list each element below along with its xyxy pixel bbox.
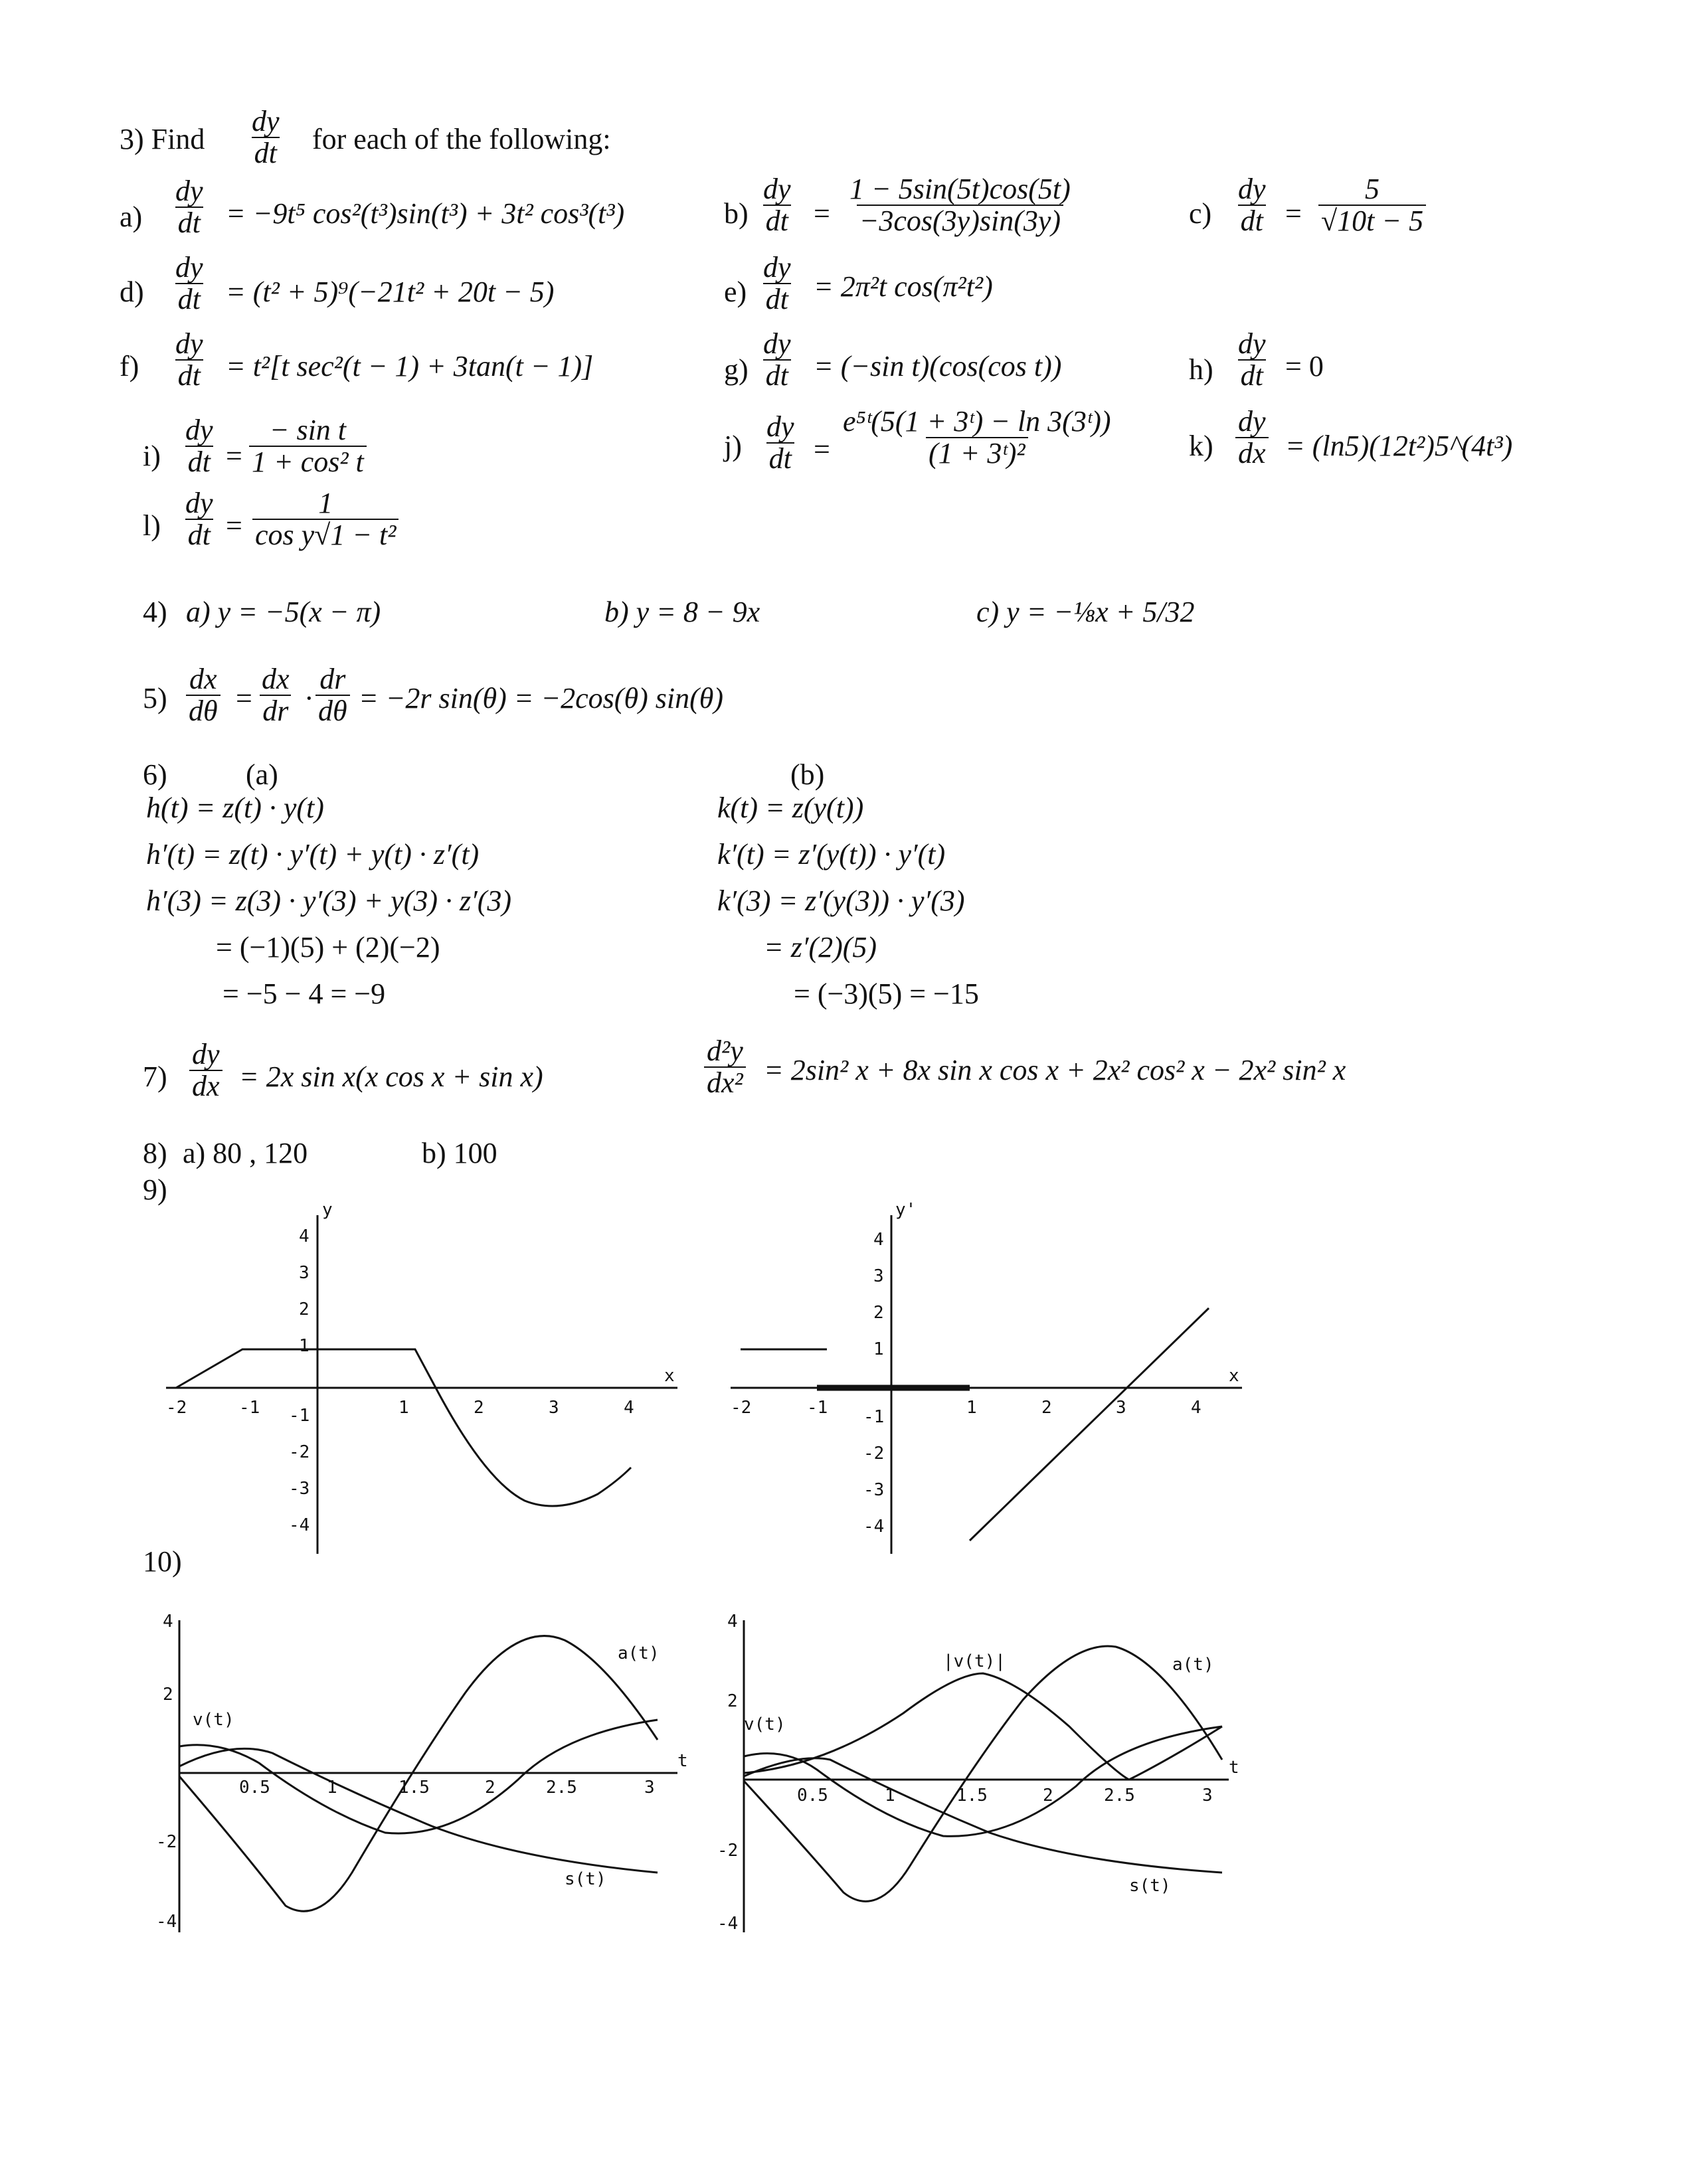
- q9-left-xtick-m1: -1: [239, 1398, 260, 1418]
- q10-left-ytick-m4: -4: [156, 1912, 177, 1932]
- q5-frac1-den: dθ: [186, 695, 221, 726]
- q9-left-ytick-m3: -3: [289, 1479, 310, 1499]
- q9-right-xtick-1: 1: [966, 1398, 977, 1418]
- q10-right-absv-label: |v(t)|: [943, 1651, 1006, 1671]
- q3d-lhs-den: dt: [175, 283, 203, 315]
- q10-left-xtick-3: 3: [644, 1778, 655, 1798]
- q3i-label: i): [143, 440, 161, 472]
- q3c-den: √10t − 5: [1318, 205, 1426, 236]
- q10-left-v-curve: [179, 1720, 658, 1833]
- q7-lhs2-num: d²y: [707, 1035, 743, 1067]
- q9-label: 9): [143, 1173, 167, 1206]
- q7-rhs2: = 2sin² x + 8x sin x cos x + 2x² cos² x − 2x² sin² x: [764, 1054, 1346, 1086]
- q10-right-v-label: v(t): [744, 1715, 786, 1734]
- q3i-den: 1 + cos² t: [249, 446, 367, 477]
- q3l-lhs: [183, 488, 216, 550]
- q10-left-ytick-2: 2: [163, 1685, 173, 1705]
- q5-eq: =: [236, 682, 252, 714]
- q10-left-tlabel: t: [677, 1751, 688, 1771]
- q10-right-s-curve: [744, 1758, 1222, 1873]
- q3b-label: b): [724, 197, 749, 230]
- q5-frac2-den: dr: [260, 695, 291, 726]
- q10-left-xtick-05: 0.5: [239, 1778, 270, 1798]
- q6b-line-2: k′(t) = z′(y(t)) · y′(t): [717, 838, 946, 871]
- q3h-lhs-den: dt: [1238, 359, 1266, 391]
- q9-right-ytick-1: 1: [873, 1339, 884, 1359]
- q3g-rhs: = (−sin t)(cos(cos t)): [814, 350, 1062, 382]
- q10-left-s-label: s(t): [565, 1869, 606, 1889]
- q5-frac3: [315, 664, 350, 726]
- q3-label: 3) Find: [120, 123, 205, 155]
- q7-lhs-den: dx: [189, 1070, 222, 1102]
- q9-right-ytick-m2: -2: [863, 1444, 885, 1464]
- q10-left-graph: [153, 1607, 697, 1939]
- q6b-line-4: = z′(2)(5): [764, 931, 877, 964]
- q3g-lhs-num: dy: [763, 327, 791, 360]
- q10-left-v-label: v(t): [193, 1710, 234, 1730]
- q10-right-ytick-m4: -4: [717, 1914, 739, 1934]
- q3j-den: (1 + 3ᵗ)²: [926, 437, 1028, 469]
- q6a-line-3: h′(3) = z(3) · y′(3) + y(3) · z′(3): [146, 884, 512, 917]
- q9-right-ytick-m3: -3: [863, 1480, 885, 1500]
- q3d-lhs: [173, 252, 206, 315]
- q9-left-ytick-4: 4: [299, 1226, 310, 1246]
- q3g-lhs: [760, 329, 794, 391]
- q10-left-ytick-4: 4: [163, 1612, 173, 1632]
- q3e-lhs-den: dt: [763, 283, 791, 315]
- q3h-lhs-num: dy: [1238, 327, 1266, 360]
- q8a: a) 80 , 120: [183, 1137, 308, 1169]
- q3j-lhs-num: dy: [766, 410, 794, 443]
- q5-dot: ·: [304, 682, 314, 714]
- q3c-rhs: [1318, 174, 1426, 236]
- q8-label: 8): [143, 1137, 167, 1169]
- q10-right-xtick-2: 2: [1043, 1786, 1053, 1806]
- q9-right-xtick-2: 2: [1041, 1398, 1052, 1418]
- q6-label: 6): [143, 758, 167, 791]
- q6b-line-3: k′(3) = z′(y(3)) · y′(3): [717, 884, 965, 917]
- q3b-rhs: [847, 174, 1073, 236]
- q3a-lhs-den: dt: [175, 207, 203, 238]
- q4a: a) y = −5(x − π): [186, 596, 381, 628]
- q3j-label: j): [724, 430, 742, 462]
- q3f-lhs-den: dt: [175, 359, 203, 391]
- q3a-label: a): [120, 201, 143, 233]
- q3l-num: 1: [318, 487, 333, 519]
- q6a-head: (a): [246, 758, 278, 791]
- q9-right-ytick-m1: -1: [863, 1407, 885, 1427]
- q3g-lhs-den: dt: [763, 359, 791, 391]
- q3d-rhs: = (t² + 5)⁹(−21t² + 20t − 5): [226, 276, 555, 308]
- q5-frac3-num: dr: [319, 663, 346, 695]
- q9-left-ytick-m1: -1: [289, 1406, 310, 1426]
- q6a-line-5: = −5 − 4 = −9: [222, 977, 386, 1010]
- q5-frac3-den: dθ: [315, 695, 350, 726]
- q5-frac2: [259, 664, 292, 726]
- q3j-lhs-den: dt: [766, 442, 794, 474]
- q3l-label: l): [143, 509, 161, 542]
- q3l-rhs: [252, 488, 399, 550]
- q10-right-tlabel: t: [1229, 1758, 1239, 1778]
- q10-left-ytick-m2: -2: [156, 1832, 177, 1852]
- q9-right-xlabel: x: [1229, 1366, 1239, 1386]
- q3c-num: 5: [1365, 173, 1380, 205]
- q3i-eq: =: [226, 440, 242, 472]
- q10-right-xtick-25: 2.5: [1104, 1786, 1135, 1806]
- q5-frac1: [186, 664, 221, 726]
- q7-lhs-num: dy: [192, 1038, 220, 1070]
- q3f-lhs-num: dy: [175, 327, 203, 360]
- q3f-rhs: = t²[t sec²(t − 1) + 3tan(t − 1)]: [226, 350, 594, 382]
- q3c-eq: =: [1285, 197, 1302, 230]
- q3i-num: − sin t: [269, 414, 347, 446]
- q9-left-xtick-4: 4: [624, 1398, 634, 1418]
- q7-lhs2-den: dx²: [704, 1066, 746, 1098]
- q3c-lhs: [1235, 174, 1269, 236]
- q4c: c) y = −⅛x + 5/32: [976, 596, 1195, 628]
- q9-left-ylabel: y: [322, 1200, 333, 1220]
- q10-right-absv-curve: [744, 1673, 1222, 1780]
- q10-right-ytick-m2: -2: [717, 1841, 739, 1861]
- q3j-eq: =: [814, 433, 830, 465]
- q3f-label: f): [120, 350, 139, 382]
- q3i-lhs-num: dy: [185, 414, 213, 446]
- q3d-lhs-num: dy: [175, 251, 203, 284]
- q3k-lhs-num: dy: [1238, 405, 1266, 438]
- q9-left-ytick-m2: -2: [289, 1442, 310, 1462]
- q9-right-xtick-3: 3: [1116, 1398, 1126, 1418]
- q4b: b) y = 8 − 9x: [604, 596, 760, 628]
- q3l-eq: =: [226, 509, 242, 542]
- q3i-rhs: [249, 415, 367, 477]
- q3b-eq: =: [814, 197, 830, 230]
- q10-left-xtick-2: 2: [485, 1778, 495, 1798]
- q3i-lhs-den: dt: [185, 446, 213, 477]
- q3f-lhs: [173, 329, 206, 391]
- q3j-num: e⁵ᵗ(5(1 + 3ᵗ) − ln 3(3ᵗ)): [843, 405, 1111, 438]
- q9-right-ytick-3: 3: [873, 1266, 884, 1286]
- q9-left-xtick-2: 2: [474, 1398, 484, 1418]
- q10-right-ytick-2: 2: [727, 1691, 738, 1711]
- q3k-label: k): [1189, 430, 1213, 462]
- q3b-lhs-num: dy: [763, 173, 791, 205]
- q5-rhs: = −2r sin(θ) = −2cos(θ) sin(θ): [359, 682, 723, 714]
- q10-left-s-curve: [179, 1748, 658, 1873]
- q3e-lhs: [760, 252, 794, 315]
- q6a-line-4: = (−1)(5) + (2)(−2): [216, 931, 440, 964]
- q9-left-xtick-1: 1: [399, 1398, 409, 1418]
- q3a-lhs-num: dy: [175, 175, 203, 207]
- q10-label: 10): [143, 1545, 182, 1578]
- q3l-den: cos y√1 − t²: [252, 519, 399, 550]
- q9-right-ytick-m4: -4: [863, 1517, 885, 1537]
- q3i-lhs: [183, 415, 216, 477]
- q6b-head: (b): [790, 758, 825, 791]
- q10-right-s-label: s(t): [1129, 1876, 1171, 1896]
- q3k-lhs-den: dx: [1235, 437, 1269, 469]
- q9-left-graph: [153, 1202, 704, 1560]
- q10-right-a-label: a(t): [1172, 1655, 1214, 1675]
- q3d-label: d): [120, 276, 144, 308]
- q7-lhs2: [704, 1036, 746, 1098]
- q5-frac1-num: dx: [189, 663, 217, 695]
- q3-instruction: for each of the following:: [312, 123, 611, 155]
- q3l-lhs-num: dy: [185, 487, 213, 519]
- q3b-lhs-den: dt: [763, 205, 791, 236]
- q3b-den: −3cos(3y)sin(3y): [857, 205, 1063, 236]
- q5-frac2-num: dx: [262, 663, 290, 695]
- q6a-line-2: h′(t) = z(t) · y′(t) + y(t) · z′(t): [146, 838, 480, 871]
- q3l-lhs-den: dt: [185, 519, 213, 550]
- q9-right-xtick-m2: -2: [731, 1398, 752, 1418]
- q3h-label: h): [1189, 353, 1213, 386]
- q5-label: 5): [143, 682, 167, 714]
- q3k-lhs: [1235, 406, 1269, 469]
- q9-right-ytick-4: 4: [873, 1230, 884, 1250]
- q9-left-ytick-2: 2: [299, 1300, 310, 1319]
- q3h-rhs: = 0: [1285, 350, 1324, 382]
- q9-right-xtick-m1: -1: [807, 1398, 828, 1418]
- q8b: b) 100: [422, 1137, 497, 1169]
- q9-right-graph: [717, 1202, 1269, 1560]
- q9-right-ytick-2: 2: [873, 1303, 884, 1323]
- q3a-rhs: = −9t⁵ cos²(t³)sin(t³) + 3t² cos³(t³): [226, 197, 625, 230]
- q3e-label: e): [724, 276, 747, 308]
- q7-rhs: = 2x sin x(x cos x + sin x): [239, 1060, 543, 1093]
- q9-left-xlabel: x: [664, 1366, 675, 1386]
- q6b-line-1: k(t) = z(y(t)): [717, 792, 864, 824]
- q10-right-xtick-05: 0.5: [797, 1786, 828, 1806]
- q10-right-v-curve: [744, 1726, 1222, 1836]
- q3b-num: 1 − 5sin(5t)cos(5t): [849, 173, 1071, 205]
- q9-right-line: [970, 1308, 1209, 1541]
- q3j-lhs: [764, 412, 797, 474]
- q3-header-den: dt: [252, 137, 280, 169]
- q10-right-graph: [704, 1607, 1249, 1939]
- q4-label: 4): [143, 596, 167, 628]
- q3e-lhs-num: dy: [763, 251, 791, 284]
- q3c-lhs-num: dy: [1238, 173, 1266, 205]
- q3e-rhs: = 2π²t cos(π²t²): [814, 270, 993, 303]
- q10-right-xtick-3: 3: [1202, 1786, 1213, 1806]
- q3g-label: g): [724, 353, 749, 386]
- q10-left-xtick-25: 2.5: [546, 1778, 577, 1798]
- q10-right-a-curve: [744, 1646, 1222, 1901]
- q3h-lhs: [1235, 329, 1269, 391]
- q3k-rhs: = (ln5)(12t²)5^(4t³): [1285, 430, 1513, 462]
- q9-left-curve: [176, 1349, 631, 1506]
- q9-right-ylabel: y': [895, 1200, 917, 1220]
- q9-left-xtick-m2: -2: [166, 1398, 187, 1418]
- q10-right-xtick-15: 1.5: [956, 1786, 988, 1806]
- q6b-line-5: = (−3)(5) = −15: [794, 977, 979, 1010]
- q3-header-fraction: [249, 106, 282, 169]
- q10-left-a-label: a(t): [618, 1643, 660, 1663]
- q3b-lhs: [760, 174, 794, 236]
- q7-lhs: [189, 1039, 222, 1102]
- q9-left-ytick-1: 1: [299, 1336, 310, 1356]
- q10-left-xtick-1: 1: [327, 1778, 337, 1798]
- q10-left-xtick-15: 1.5: [399, 1778, 430, 1798]
- q3c-label: c): [1189, 197, 1212, 230]
- q10-right-xtick-1: 1: [885, 1786, 895, 1806]
- q9-left-ytick-m4: -4: [289, 1515, 310, 1535]
- q3a-lhs: [173, 176, 206, 238]
- q9-left-xtick-3: 3: [549, 1398, 559, 1418]
- q9-right-xtick-4: 4: [1191, 1398, 1201, 1418]
- q7-label: 7): [143, 1060, 167, 1093]
- q3c-lhs-den: dt: [1238, 205, 1266, 236]
- q6a-line-1: h(t) = z(t) · y(t): [146, 792, 324, 824]
- q9-left-ytick-3: 3: [299, 1263, 310, 1283]
- q10-right-ytick-4: 4: [727, 1612, 738, 1632]
- q3-header-num: dy: [252, 105, 280, 137]
- q3j-rhs: [840, 406, 1114, 469]
